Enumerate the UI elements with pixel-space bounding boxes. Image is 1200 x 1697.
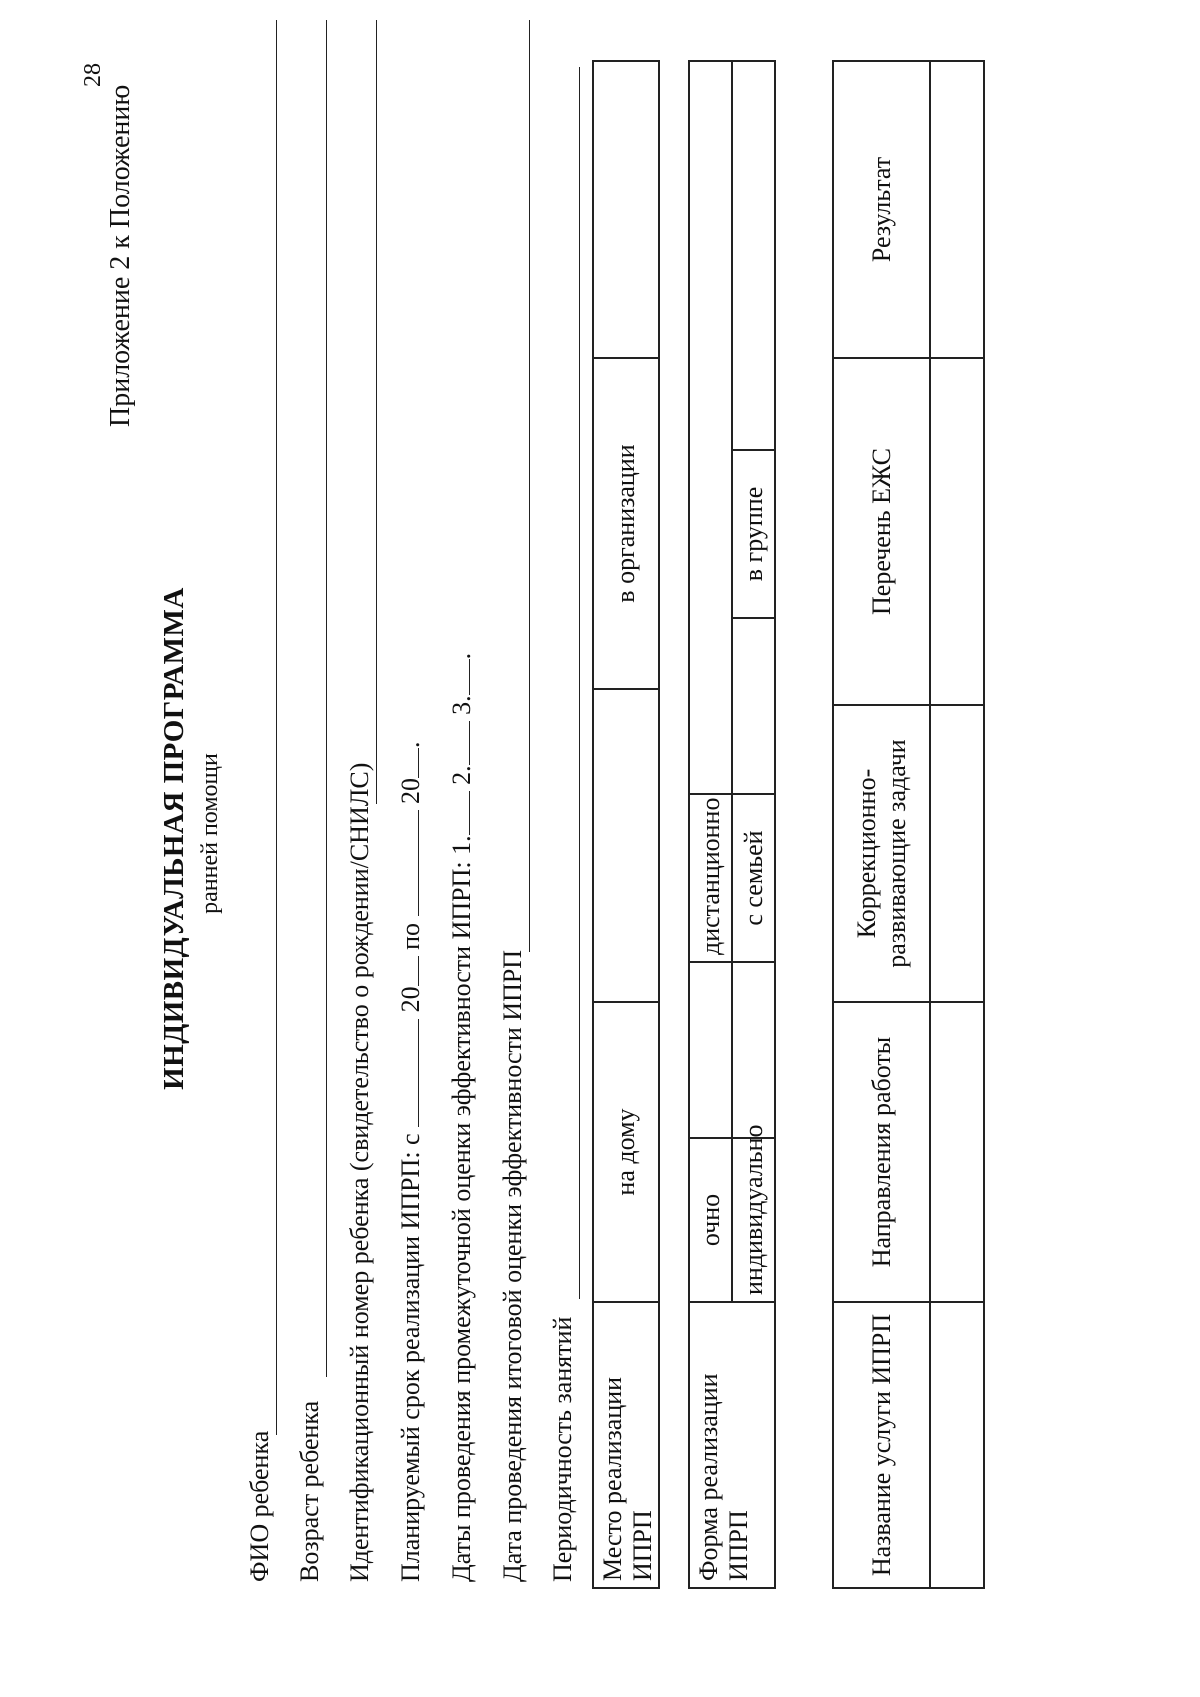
place-organization-mark[interactable] (593, 61, 659, 358)
place-home-mark[interactable] (593, 689, 659, 1002)
services-cell-directions[interactable] (930, 1002, 984, 1302)
intermediate-dates-field: Даты проведения промежуточной оценки эффективности ИПРП: 1. 2. 3.. (447, 652, 476, 1582)
period-to-input[interactable] (398, 810, 419, 916)
periodicity-label: Периодичность занятий (548, 1316, 577, 1582)
period-year-2: 20 (396, 777, 425, 804)
appendix-note: Приложение 2 к Положению (105, 84, 136, 427)
form-row-1 (689, 61, 732, 1588)
fio-input-line[interactable] (276, 20, 277, 1435)
form-in-group-mark[interactable] (732, 61, 775, 450)
place-row (593, 61, 659, 1588)
services-cell-tasks[interactable] (930, 705, 984, 1002)
services-cell-ejs[interactable] (930, 358, 984, 705)
intermediate-3-label: 3. (447, 695, 476, 715)
form-in-person-mark[interactable] (689, 962, 732, 1138)
services-header-ejs: Перечень ЕЖС (833, 358, 930, 705)
services-cell-name[interactable] (930, 1302, 984, 1588)
intermediate-date-2-input[interactable] (449, 721, 470, 765)
intermediate-2-label: 2. (447, 765, 476, 785)
id-number-label: Идентификационный номер ребенка (свидетельство о рождении/СНИЛС) (345, 762, 374, 1582)
form-individual[interactable]: индивидуально (732, 1138, 775, 1302)
form-with-family-mark[interactable] (732, 618, 775, 794)
document-title: ИНДИВИДУАЛЬНАЯ ПРОГРАММА (158, 587, 190, 1090)
services-header-tasks: Коррекционно-развивающие задачи (833, 705, 930, 1002)
form-in-person[interactable]: очно (689, 1138, 732, 1302)
place-home[interactable]: на дому (593, 1002, 659, 1302)
period-field: Планируемый срок реализации ИПРП: с 20 по 20. (396, 741, 425, 1582)
period-year-1: 20 (396, 986, 425, 1013)
form-remote-mark[interactable] (689, 61, 732, 794)
form-remote[interactable]: дистанционно (689, 794, 732, 962)
period-from-input[interactable] (398, 1019, 419, 1127)
period-year-1-input[interactable] (398, 956, 419, 986)
period-year-2-input[interactable] (398, 748, 419, 778)
fio-field (245, 1431, 275, 1582)
period-to-label: по (396, 922, 425, 950)
place-label: Место реализации ИПРП (593, 1302, 659, 1588)
services-header-directions: Направления работы (833, 1002, 930, 1302)
form-with-family[interactable]: с семьей (732, 794, 775, 962)
final-date-field (498, 950, 528, 1582)
period-from-label: Планируемый срок реализации ИПРП: с (396, 1133, 425, 1582)
age-field (295, 1401, 325, 1582)
form-individual-mark[interactable] (732, 962, 775, 1138)
final-date-label: Дата проведения итоговой оценки эффективности ИПРП (498, 949, 527, 1582)
fio-label: ФИО ребенка (245, 1430, 274, 1582)
document-subtitle: ранней помощи (197, 753, 223, 914)
id-number-field (345, 763, 375, 1582)
periodicity-input-line[interactable] (579, 67, 580, 1299)
periodicity-field (548, 1317, 578, 1582)
services-cell-result[interactable] (930, 61, 984, 358)
form-table (688, 60, 776, 1589)
services-table (832, 60, 985, 1589)
page-number: 28 (80, 63, 106, 87)
final-date-input-line[interactable] (529, 20, 530, 952)
services-header-row (833, 61, 930, 1588)
form-in-group[interactable]: в группе (732, 450, 775, 618)
age-label: Возраст ребенка (295, 1400, 324, 1582)
intermediate-date-1-input[interactable] (449, 791, 470, 835)
services-empty-row (930, 61, 984, 1588)
form-label: Форма реализации ИПРП (689, 1302, 775, 1588)
intermediate-date-3-input[interactable] (449, 659, 470, 695)
services-header-result: Результат (833, 61, 930, 358)
id-number-input-line[interactable] (376, 20, 377, 804)
intermediate-dates-label: Даты проведения промежуточной оценки эффективности ИПРП: 1. (447, 835, 476, 1582)
services-header-name: Название услуги ИПРП (833, 1302, 930, 1588)
place-organization[interactable]: в организации (593, 358, 659, 689)
place-table (592, 60, 660, 1589)
age-input-line[interactable] (326, 20, 327, 1377)
